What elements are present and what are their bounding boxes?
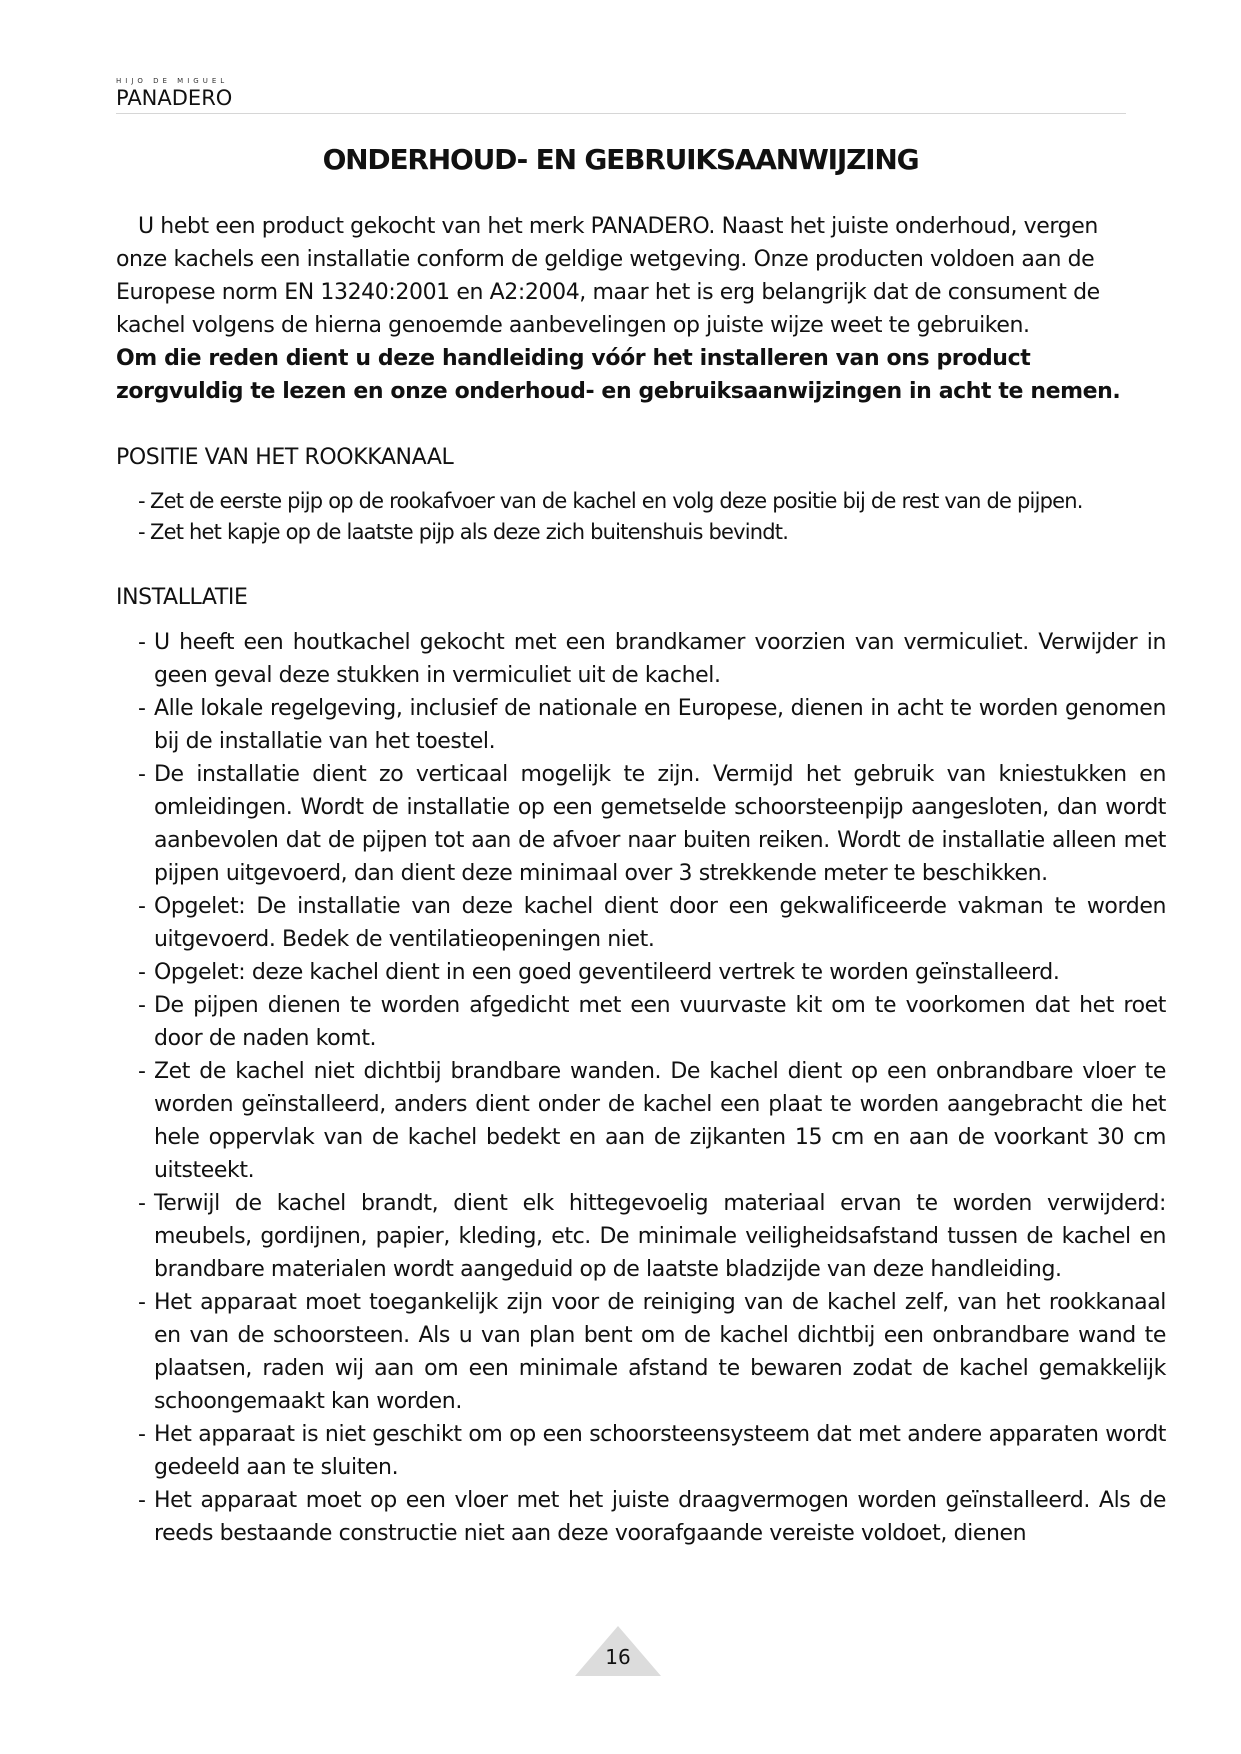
document-body [116, 210, 1166, 1550]
intro-bold-paragraph: Om die reden dient u deze handleiding vóór het installeren van ons product zorgvuldig te lezen en onze onderhoud- en gebruiksaanwijzingen in acht te nemen. [116, 346, 1121, 404]
list-item: - Terwijl de kachel brandt, dient elk hittegevoelig materiaal ervan te worden verwijderd: meubels, gordijnen, papier, kleding, etc. De minimale veiligheidsafstand tussen de kachel en brandbare materialen wordt aangeduid op de laatste bladzijde van deze handleiding. [138, 1191, 1166, 1282]
rookkanaal-list [116, 486, 1166, 548]
list-item: - Het apparaat is niet geschikt om op een schoorsteensysteem dat met andere apparaten wordt gedeeld aan te sluiten. [138, 1422, 1166, 1480]
section-heading-rookkanaal: POSITIE VAN HET ROOKKANAAL [116, 445, 454, 470]
list-item: - Opgelet: deze kachel dient in een goed geventileerd vertrek te worden geïnstalleerd. [138, 960, 1060, 985]
list-item: - Zet de kachel niet dichtbij brandbare wanden. De kachel dient op een onbrandbare vloer te worden geïnstalleerd, anders dient onder de kachel een plaat te worden aangebracht die het hele oppervlak van de kachel bedekt en aan de zijkanten 15 cm en aan de voorkant 30 cm uitsteekt. [138, 1059, 1166, 1183]
list-item: - De pijpen dienen te worden afgedicht met een vuurvaste kit om te voorkomen dat het roet door de naden komt. [138, 993, 1166, 1051]
page-title: ONDERHOUD- EN GEBRUIKSAANWIJZING [322, 143, 919, 176]
list-item: - De installatie dient zo verticaal mogelijk te zijn. Vermijd het gebruik van kniestukken en omleidingen. Wordt de installatie op een gemetselde schoorsteenpijp aangesloten, dan wordt aanbevolen dat de pijpen tot aan de afvoer naar buiten reiken. Wordt de installatie alleen met pijpen uitgevoerd, dan dient deze minimaal over 3 strekkende meter te beschikken. [138, 762, 1166, 886]
list-item: - Opgelet: De installatie van deze kachel dient door een gekwalificeerde vakman te worden uitgevoerd. Bedek de ventilatieopeningen niet. [138, 894, 1166, 952]
brand-logo [116, 76, 256, 110]
list-item: - Zet het kapje op de laatste pijp als deze zich buitenshuis bevindt. [138, 520, 789, 544]
list-item: - Zet de eerste pijp op de rookafvoer van de kachel en volg deze positie bij de rest van de pijpen. [138, 489, 1083, 513]
page-footer [0, 1626, 1241, 1676]
intro-paragraph: U hebt een product gekocht van het merk PANADERO. Naast het juiste onderhoud, vergen onze kachels een installatie conform de geldige wetgeving. Onze producten voldoen aan de Europese norm EN 13240:2001 en A2:2004, maar het is erg belangrijk dat de consument de kachel volgens de hierna genoemde aanbevelingen op juiste wijze weet te gebruiken. [116, 214, 1100, 338]
list-item: - Het apparaat moet toegankelijk zijn voor de reiniging van de kachel zelf, van het rookkanaal en van de schoorsteen. Als u van plan bent om de kachel dichtbij een onbrandbare wand te plaatsen, raden wij aan om een minimale afstand te bewaren zodat de kachel gemakkelijk schoongemaakt kan worden. [138, 1290, 1166, 1414]
section-heading-installatie: INSTALLATIE [116, 585, 248, 610]
list-item: - U heeft een houtkachel gekocht met een brandkamer voorzien van vermiculiet. Verwijder in geen geval deze stukken in vermiculiet uit de kachel. [138, 630, 1166, 688]
list-item: - Het apparaat moet op een vloer met het juiste draagvermogen worden geïnstalleerd. Als de reeds bestaande constructie niet aan deze voorafgaande vereiste voldoet, dienen [138, 1488, 1166, 1546]
page-number: 16 [605, 1645, 631, 1669]
logo-wordmark: PANADERO [116, 86, 233, 110]
installatie-list [116, 626, 1166, 1550]
logo-tagline: HIJO DE MIGUEL [116, 77, 229, 85]
list-item: - Alle lokale regelgeving, inclusief de nationale en Europese, dienen in acht te worden genomen bij de installatie van het toestel. [138, 696, 1166, 754]
header-divider [116, 113, 1126, 114]
